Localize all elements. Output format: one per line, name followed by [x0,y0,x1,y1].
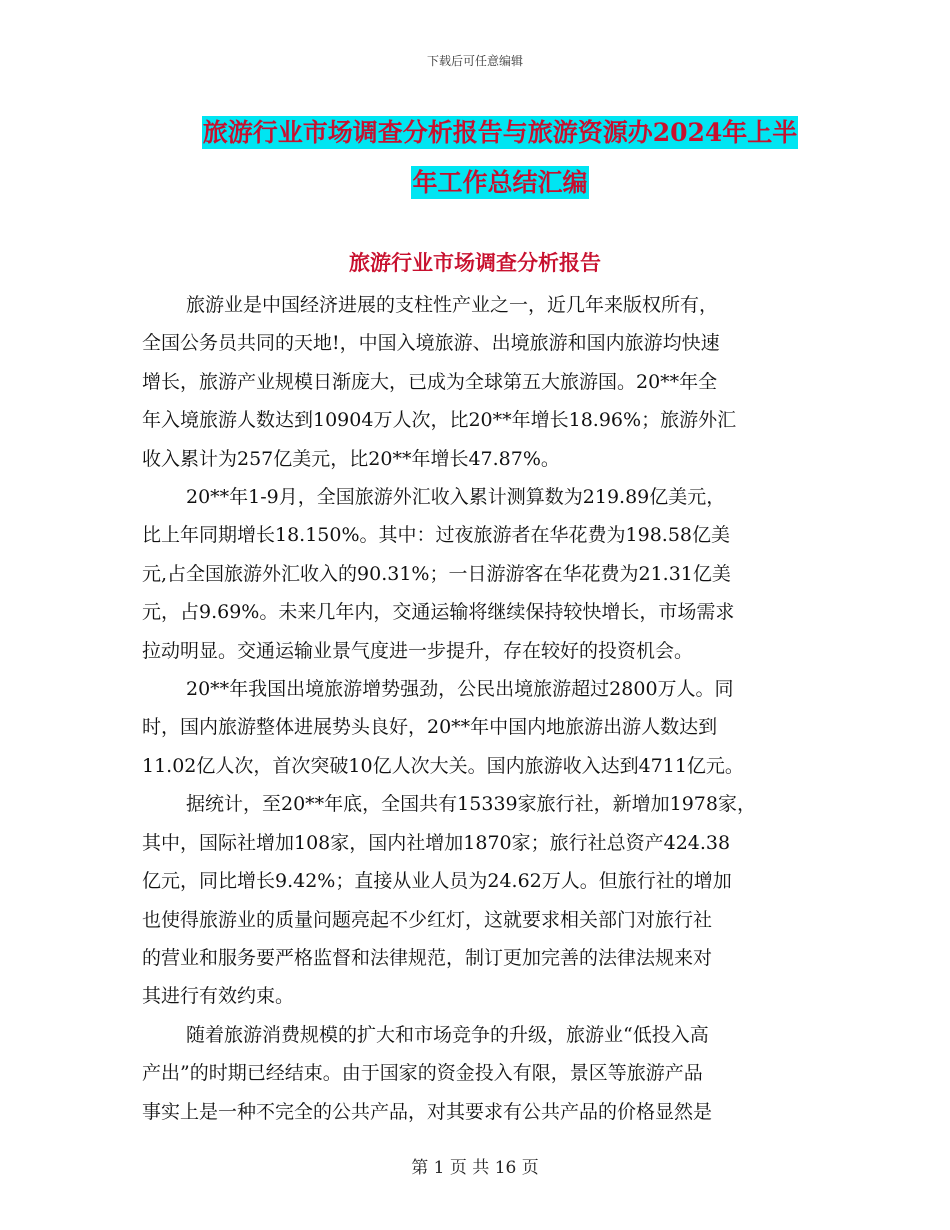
text-line: 事实上是一种不完全的公共产品，对其要求有公共产品的价格显然是 [142,1100,713,1123]
text-line: 20**年1-9月，全国旅游外汇收入累计测算数为219.89亿美元， [186,486,726,509]
text-line: 随着旅游消费规模的扩大和市场竞争的升级，旅游业“低投入高 [186,1023,709,1046]
text-line: 元，占9.69%。未来几年内，交通运输将继续保持较快增长，市场需求 [142,601,735,624]
text-line: 比上年同期增长18.150%。其中：过夜旅游者在华花费为198.58亿美 [142,524,731,547]
text-line: 时，国内旅游整体进展势头良好，20**年中国内地旅游出游人数达到 [142,716,718,739]
text-line: 11.02亿人次，首次突破10亿人次大关。国内旅游收入达到4711亿元。 [142,754,744,777]
text-line: 全国公务员共同的天地!，中国入境旅游、出境旅游和国内旅游均快速 [142,332,720,355]
text-line: 增长，旅游产业规模日渐庞大，已成为全球第五大旅游国。20**年全 [142,370,718,393]
document-title-line-1: 旅游行业市场调查分析报告与旅游资源办2024年上半 [202,118,798,147]
text-line: 元,占全国旅游外汇收入的90.31%；一日游游客在华花费为21.31亿美 [142,562,731,585]
text-line: 也使得旅游业的质量问题亮起不少红灯，这就要求相关部门对旅行社 [142,908,713,931]
section-title: 旅游行业市场调查分析报告 [349,250,601,275]
text-line: 产出”的时期已经结束。由于国家的资金投入有限，景区等旅游产品 [142,1062,703,1085]
text-line: 年入境旅游人数达到10904万人次，比20**年增长18.96%；旅游外汇 [142,409,737,432]
text-line: 20**年我国出境旅游增势强劲，公民出境旅游超过2800万人。同 [186,678,734,701]
text-line: 拉动明显。交通运输业景气度进一步提升，存在较好的投资机会。 [142,639,694,662]
document-title-line-2: 年工作总结汇编 [412,168,588,197]
text-line: 据统计，至20**年底，全国共有15339家旅行社，新增加1978家， [186,793,756,816]
document-title [140,108,860,208]
text-line: 的营业和服务要严格监督和法律规范，制订更加完善的法律法规来对 [142,946,713,969]
page-header-note: 下载后可任意编辑 [426,54,523,68]
body-text [142,286,812,1131]
text-line: 其进行有效约束。 [142,985,295,1008]
text-line: 其中，国际社增加108家，国内社增加1870家；旅行社总资产424.38 [142,831,731,854]
text-line: 收入累计为257亿美元，比20**年增长47.87%。 [142,447,560,470]
text-line: 旅游业是中国经济进展的支柱性产业之一，近几年来版权所有， [186,294,719,316]
text-line: 亿元，同比增长9.42%；直接从业人员为24.62万人。但旅行社的增加 [142,870,732,893]
page-number: 第 1 页 共 16 页 [411,1158,539,1178]
